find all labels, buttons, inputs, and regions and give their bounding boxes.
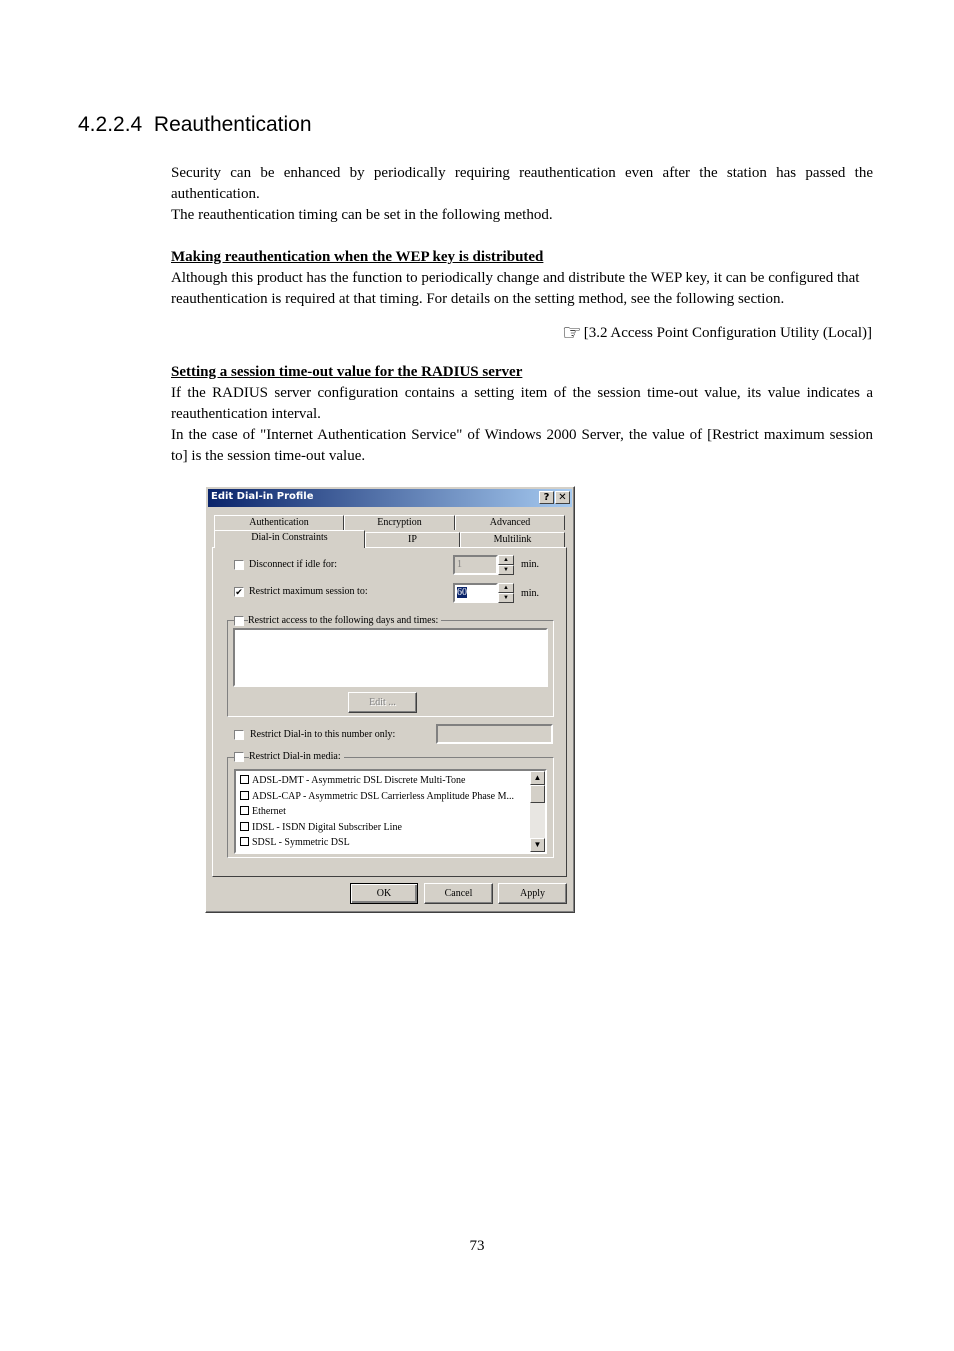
media-checkbox[interactable] [240,791,249,800]
media-checkbox[interactable] [240,806,249,815]
restrict-number-checkbox[interactable] [234,730,244,740]
media-item[interactable] [240,806,286,817]
section-heading [78,113,312,137]
page-number: 73 [469,1238,485,1254]
session-minutes-field[interactable] [453,583,498,603]
spin-down-icon[interactable]: ▼ [498,565,514,575]
help-button[interactable]: ? [539,491,554,504]
restrict-media-label: Restrict Dial-in media: [249,751,344,762]
radius-body-1: If the RADIUS server configuration contains a setting item of the session time-out value, its value indicates a reauthentication interval. [171,385,873,422]
tab-ip[interactable]: IP [365,532,460,547]
reference-line [562,320,872,346]
radius-body-2: In the case of "Internet Authentication Service" of Windows 2000 Server, the value of [Restrict maximum session to] is the session time-out value. [171,427,873,464]
restrict-session-label: Restrict maximum session to: [249,586,368,597]
radius-heading: Setting a session time-out value for the RADIUS server [171,364,523,380]
dial-in-number-field[interactable] [436,724,553,744]
restrict-media-checkbox[interactable] [234,752,244,762]
wep-body: Although this product has the function to periodically change and distribute the WEP key, it can be configured that reauthentication is required at that timing. For details on the setting method, see the following section. [171,270,860,307]
close-button[interactable]: ✕ [555,491,570,504]
restrict-times-label: Restrict access to the following days and times: [248,615,441,626]
restrict-session-checkbox[interactable]: ✔ [235,587,243,597]
idle-minutes-field[interactable]: 1 [453,555,498,575]
tab-dial-in-constraints[interactable]: Dial-in Constraints [214,530,365,548]
scroll-down-icon[interactable]: ▼ [530,838,545,852]
media-checkbox[interactable] [240,837,249,846]
reference-link[interactable]: [3.2 Access Point Configuration Utility (Local)] [583,325,872,341]
dialog-titlebar [208,489,572,507]
pointing-hand-icon: ☞ [561,320,582,345]
wep-heading: Making reauthentication when the WEP key is distributed [171,249,544,265]
disconnect-checkbox[interactable] [234,560,244,570]
section-title: Reauthentication [153,113,312,136]
section-number: 4.2.2.4 [78,113,143,136]
media-checkbox[interactable] [240,775,249,784]
apply-button[interactable]: Apply [498,883,567,904]
media-item-label: IDSL - ISDN Digital Subscriber Line [252,822,402,833]
media-item-label: ADSL-DMT - Asymmetric DSL Discrete Multi-Tone [252,775,466,786]
idle-spinner[interactable] [498,555,514,575]
media-scrollbar[interactable] [530,771,545,852]
spin-up-icon[interactable]: ▲ [498,555,514,565]
media-item-label: Ethernet [252,806,286,817]
media-item[interactable] [240,791,514,802]
spin-up-icon[interactable]: ▲ [498,583,514,593]
cancel-button[interactable]: Cancel [424,883,493,904]
ok-button[interactable]: OK [350,883,418,904]
session-value: 60 [457,587,467,598]
intro-paragraph-1: Security can be enhanced by periodically requiring reauthentication even after the station has passed the authentication. [171,165,873,202]
tab-encryption[interactable]: Encryption [344,515,455,530]
spin-down-icon[interactable]: ▼ [498,593,514,603]
dialog-title: Edit Dial-in Profile [211,491,314,502]
scroll-thumb[interactable] [530,785,545,803]
restrict-times-checkbox[interactable] [234,616,244,626]
session-spinner[interactable] [498,583,514,603]
media-checkbox[interactable] [240,822,249,831]
scroll-up-icon[interactable]: ▲ [530,771,545,785]
media-list[interactable] [234,769,547,854]
media-item[interactable] [240,775,465,786]
tab-multilink[interactable]: Multilink [460,532,565,547]
tab-authentication[interactable]: Authentication [214,515,344,530]
disconnect-label: Disconnect if idle for: [249,559,338,570]
session-unit: min. [521,588,540,599]
intro-paragraph-2: The reauthentication timing can be set in the following method. [171,207,553,223]
media-item-label: ADSL-CAP - Asymmetric DSL Carrierless Amplitude Phase M... [252,791,515,802]
restrict-number-label: Restrict Dial-in to this number only: [250,729,396,740]
media-item[interactable] [240,822,402,833]
edit-button[interactable]: Edit ... [348,692,417,713]
media-item[interactable] [240,837,350,848]
times-grid [233,628,548,687]
idle-unit: min. [521,559,540,570]
tab-advanced[interactable]: Advanced [455,515,565,530]
media-item-label: SDSL - Symmetric DSL [252,837,350,848]
